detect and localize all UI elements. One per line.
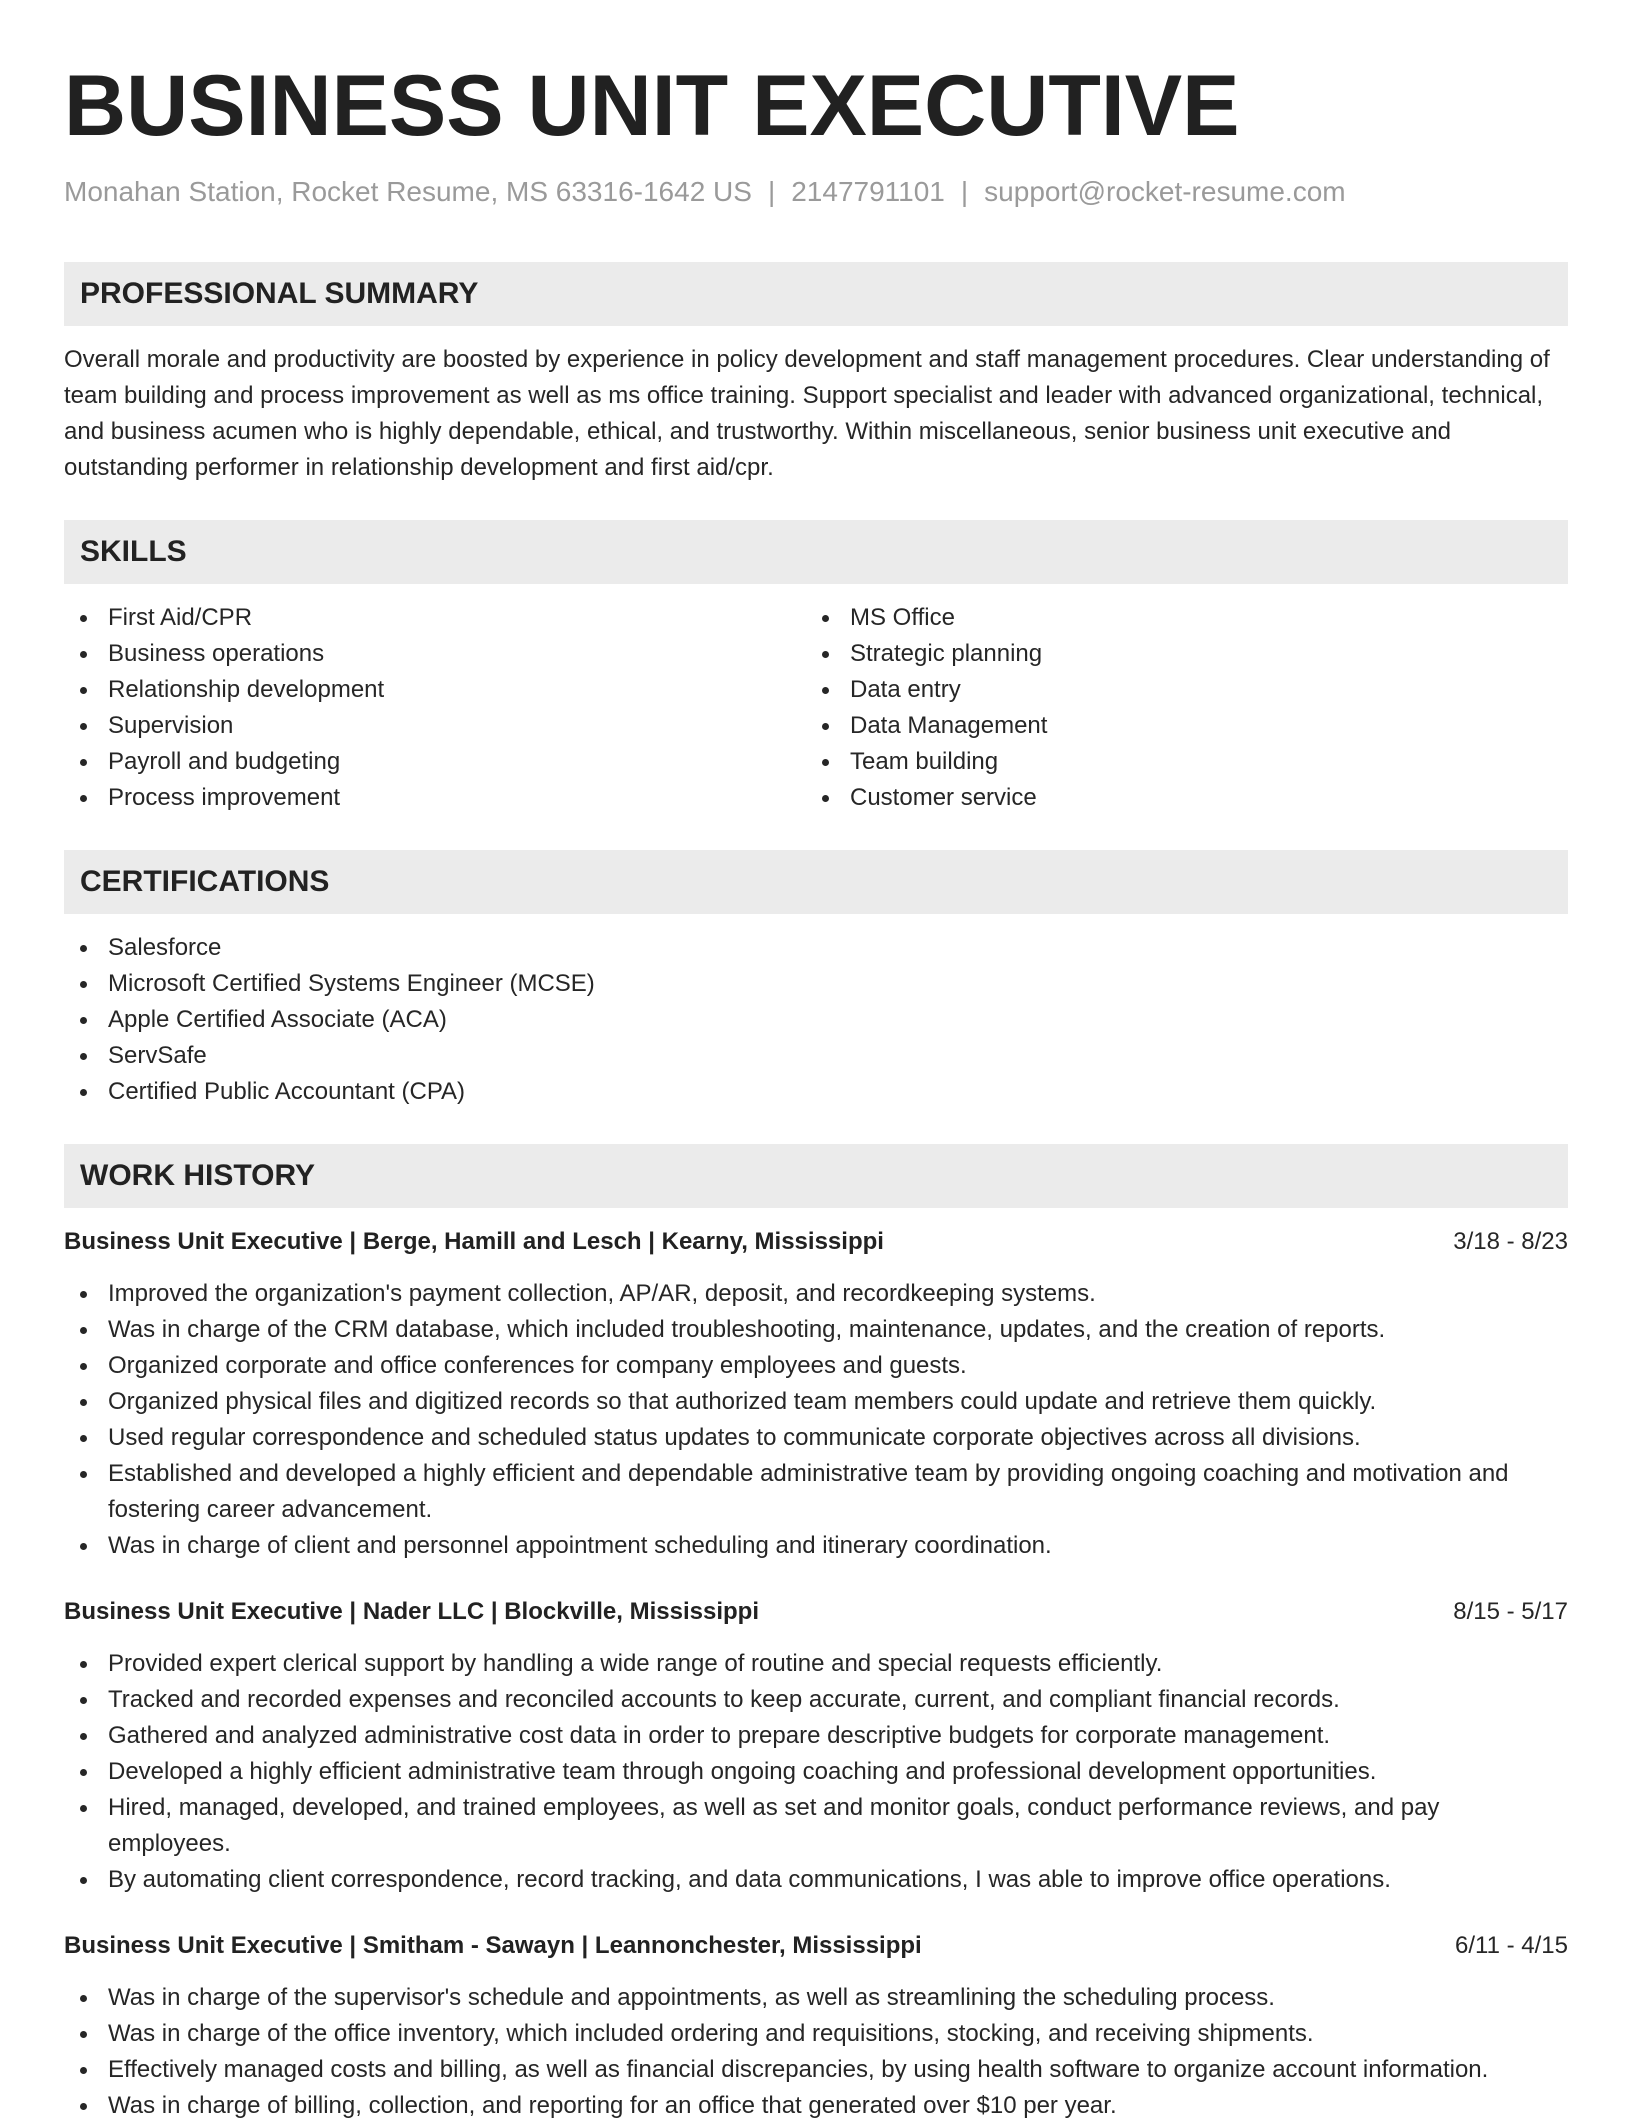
- job-title: Business Unit Executive | Smitham - Sawayn | Leannonchester, Mississippi: [64, 1932, 922, 1959]
- job-entry: [64, 1594, 1568, 1898]
- skill-item: First Aid/CPR: [64, 600, 806, 636]
- skill-item: Supervision: [64, 708, 806, 744]
- section-header-summary: PROFESSIONAL SUMMARY: [64, 262, 1568, 326]
- job-bullet: Was in charge of billing, collection, and reporting for an office that generated over $10 per year.: [64, 2088, 1568, 2124]
- contact-email: support@rocket-resume.com: [984, 176, 1346, 207]
- contact-phone: 2147791101: [791, 176, 945, 207]
- job-dates: 6/11 - 4/15: [1455, 1932, 1568, 1959]
- section-header-work-history: WORK HISTORY: [64, 1144, 1568, 1208]
- skill-item: Data Management: [806, 708, 1548, 744]
- certification-item: Apple Certified Associate (ACA): [64, 1002, 1568, 1038]
- skills-column-left: [64, 600, 806, 816]
- job-bullet: Effectively managed costs and billing, as well as financial discrepancies, by using health software to organize account information.: [64, 2052, 1568, 2088]
- job-title: Business Unit Executive | Berge, Hamill and Lesch | Kearny, Mississippi: [64, 1228, 884, 1255]
- skill-item: Business operations: [64, 636, 806, 672]
- skill-item: Payroll and budgeting: [64, 744, 806, 780]
- job-entry: [64, 1928, 1568, 2124]
- certification-item: Certified Public Accountant (CPA): [64, 1074, 1568, 1110]
- skills-column-right: [806, 600, 1548, 816]
- certifications-list: [64, 930, 1568, 1110]
- job-bullet: Hired, managed, developed, and trained employees, as well as set and monitor goals, conduct performance reviews, and pay employees.: [64, 1790, 1568, 1862]
- candidate-name: BUSINESS UNIT EXECUTIVE: [64, 58, 1240, 154]
- job-bullet: Established and developed a highly efficient and dependable administrative team by providing ongoing coaching and motivation and fostering career advancement.: [64, 1456, 1568, 1528]
- summary-text: Overall morale and productivity are boosted by experience in policy development and staff management procedures. Clear understanding of team building and process improvement as well as ms office training. Support specialist and leader with advanced organizational, technical, and business acumen who is highly dependable, ethical, and trustworthy. Within miscellaneous, senior business unit executive and outstanding performer in relationship development and first aid/cpr.: [64, 346, 1550, 481]
- skill-item: Relationship development: [64, 672, 806, 708]
- skill-item: Team building: [806, 744, 1548, 780]
- contact-separator: |: [767, 176, 776, 207]
- job-header: [64, 1224, 1568, 1260]
- job-bullet: Developed a highly efficient administrative team through ongoing coaching and professional development opportunities.: [64, 1754, 1568, 1790]
- job-entry: [64, 1224, 1568, 1564]
- job-title: Business Unit Executive | Nader LLC | Blockville, Mississippi: [64, 1598, 759, 1625]
- job-bullet: Was in charge of the supervisor's schedule and appointments, as well as streamlining the scheduling process.: [64, 1980, 1568, 2016]
- job-dates: 3/18 - 8/23: [1453, 1228, 1568, 1255]
- job-bullet: Gathered and analyzed administrative cost data in order to prepare descriptive budgets for corporate management.: [64, 1718, 1568, 1754]
- contact-line: [64, 174, 1568, 210]
- job-header: [64, 1594, 1568, 1630]
- job-bullets: [64, 1276, 1568, 1564]
- section-header-certifications: CERTIFICATIONS: [64, 850, 1568, 914]
- job-bullet: Tracked and recorded expenses and reconciled accounts to keep accurate, current, and compliant financial records.: [64, 1682, 1568, 1718]
- certification-item: Microsoft Certified Systems Engineer (MCSE): [64, 966, 1568, 1002]
- job-bullet: By automating client correspondence, record tracking, and data communications, I was able to improve office operations.: [64, 1862, 1568, 1898]
- job-bullets: [64, 1646, 1568, 1898]
- contact-address: Monahan Station, Rocket Resume, MS 63316-1642 US: [64, 176, 752, 207]
- skill-item: Strategic planning: [806, 636, 1548, 672]
- job-bullet: Organized physical files and digitized records so that authorized team members could update and retrieve them quickly.: [64, 1384, 1568, 1420]
- job-bullet: Was in charge of the office inventory, which included ordering and requisitions, stocking, and receiving shipments.: [64, 2016, 1568, 2052]
- job-bullet: Organized corporate and office conferences for company employees and guests.: [64, 1348, 1568, 1384]
- skills-grid: [64, 600, 1568, 816]
- job-bullet: Improved the organization's payment collection, AP/AR, deposit, and recordkeeping systems.: [64, 1276, 1568, 1312]
- job-bullet: Was in charge of client and personnel appointment scheduling and itinerary coordination.: [64, 1528, 1568, 1564]
- resume-page: [64, 0, 1568, 2124]
- certification-item: ServSafe: [64, 1038, 1568, 1074]
- section-header-skills: SKILLS: [64, 520, 1568, 584]
- job-dates: 8/15 - 5/17: [1453, 1598, 1568, 1625]
- job-bullet: Provided expert clerical support by handling a wide range of routine and special requests efficiently.: [64, 1646, 1568, 1682]
- certification-item: Salesforce: [64, 930, 1568, 966]
- contact-separator: |: [960, 176, 969, 207]
- skill-item: Data entry: [806, 672, 1548, 708]
- skill-item: MS Office: [806, 600, 1548, 636]
- job-bullet: Used regular correspondence and scheduled status updates to communicate corporate objectives across all divisions.: [64, 1420, 1568, 1456]
- skill-item: Process improvement: [64, 780, 806, 816]
- job-bullets: [64, 1980, 1568, 2124]
- job-header: [64, 1928, 1568, 1964]
- job-bullet: Was in charge of the CRM database, which included troubleshooting, maintenance, updates, and the creation of reports.: [64, 1312, 1568, 1348]
- skill-item: Customer service: [806, 780, 1548, 816]
